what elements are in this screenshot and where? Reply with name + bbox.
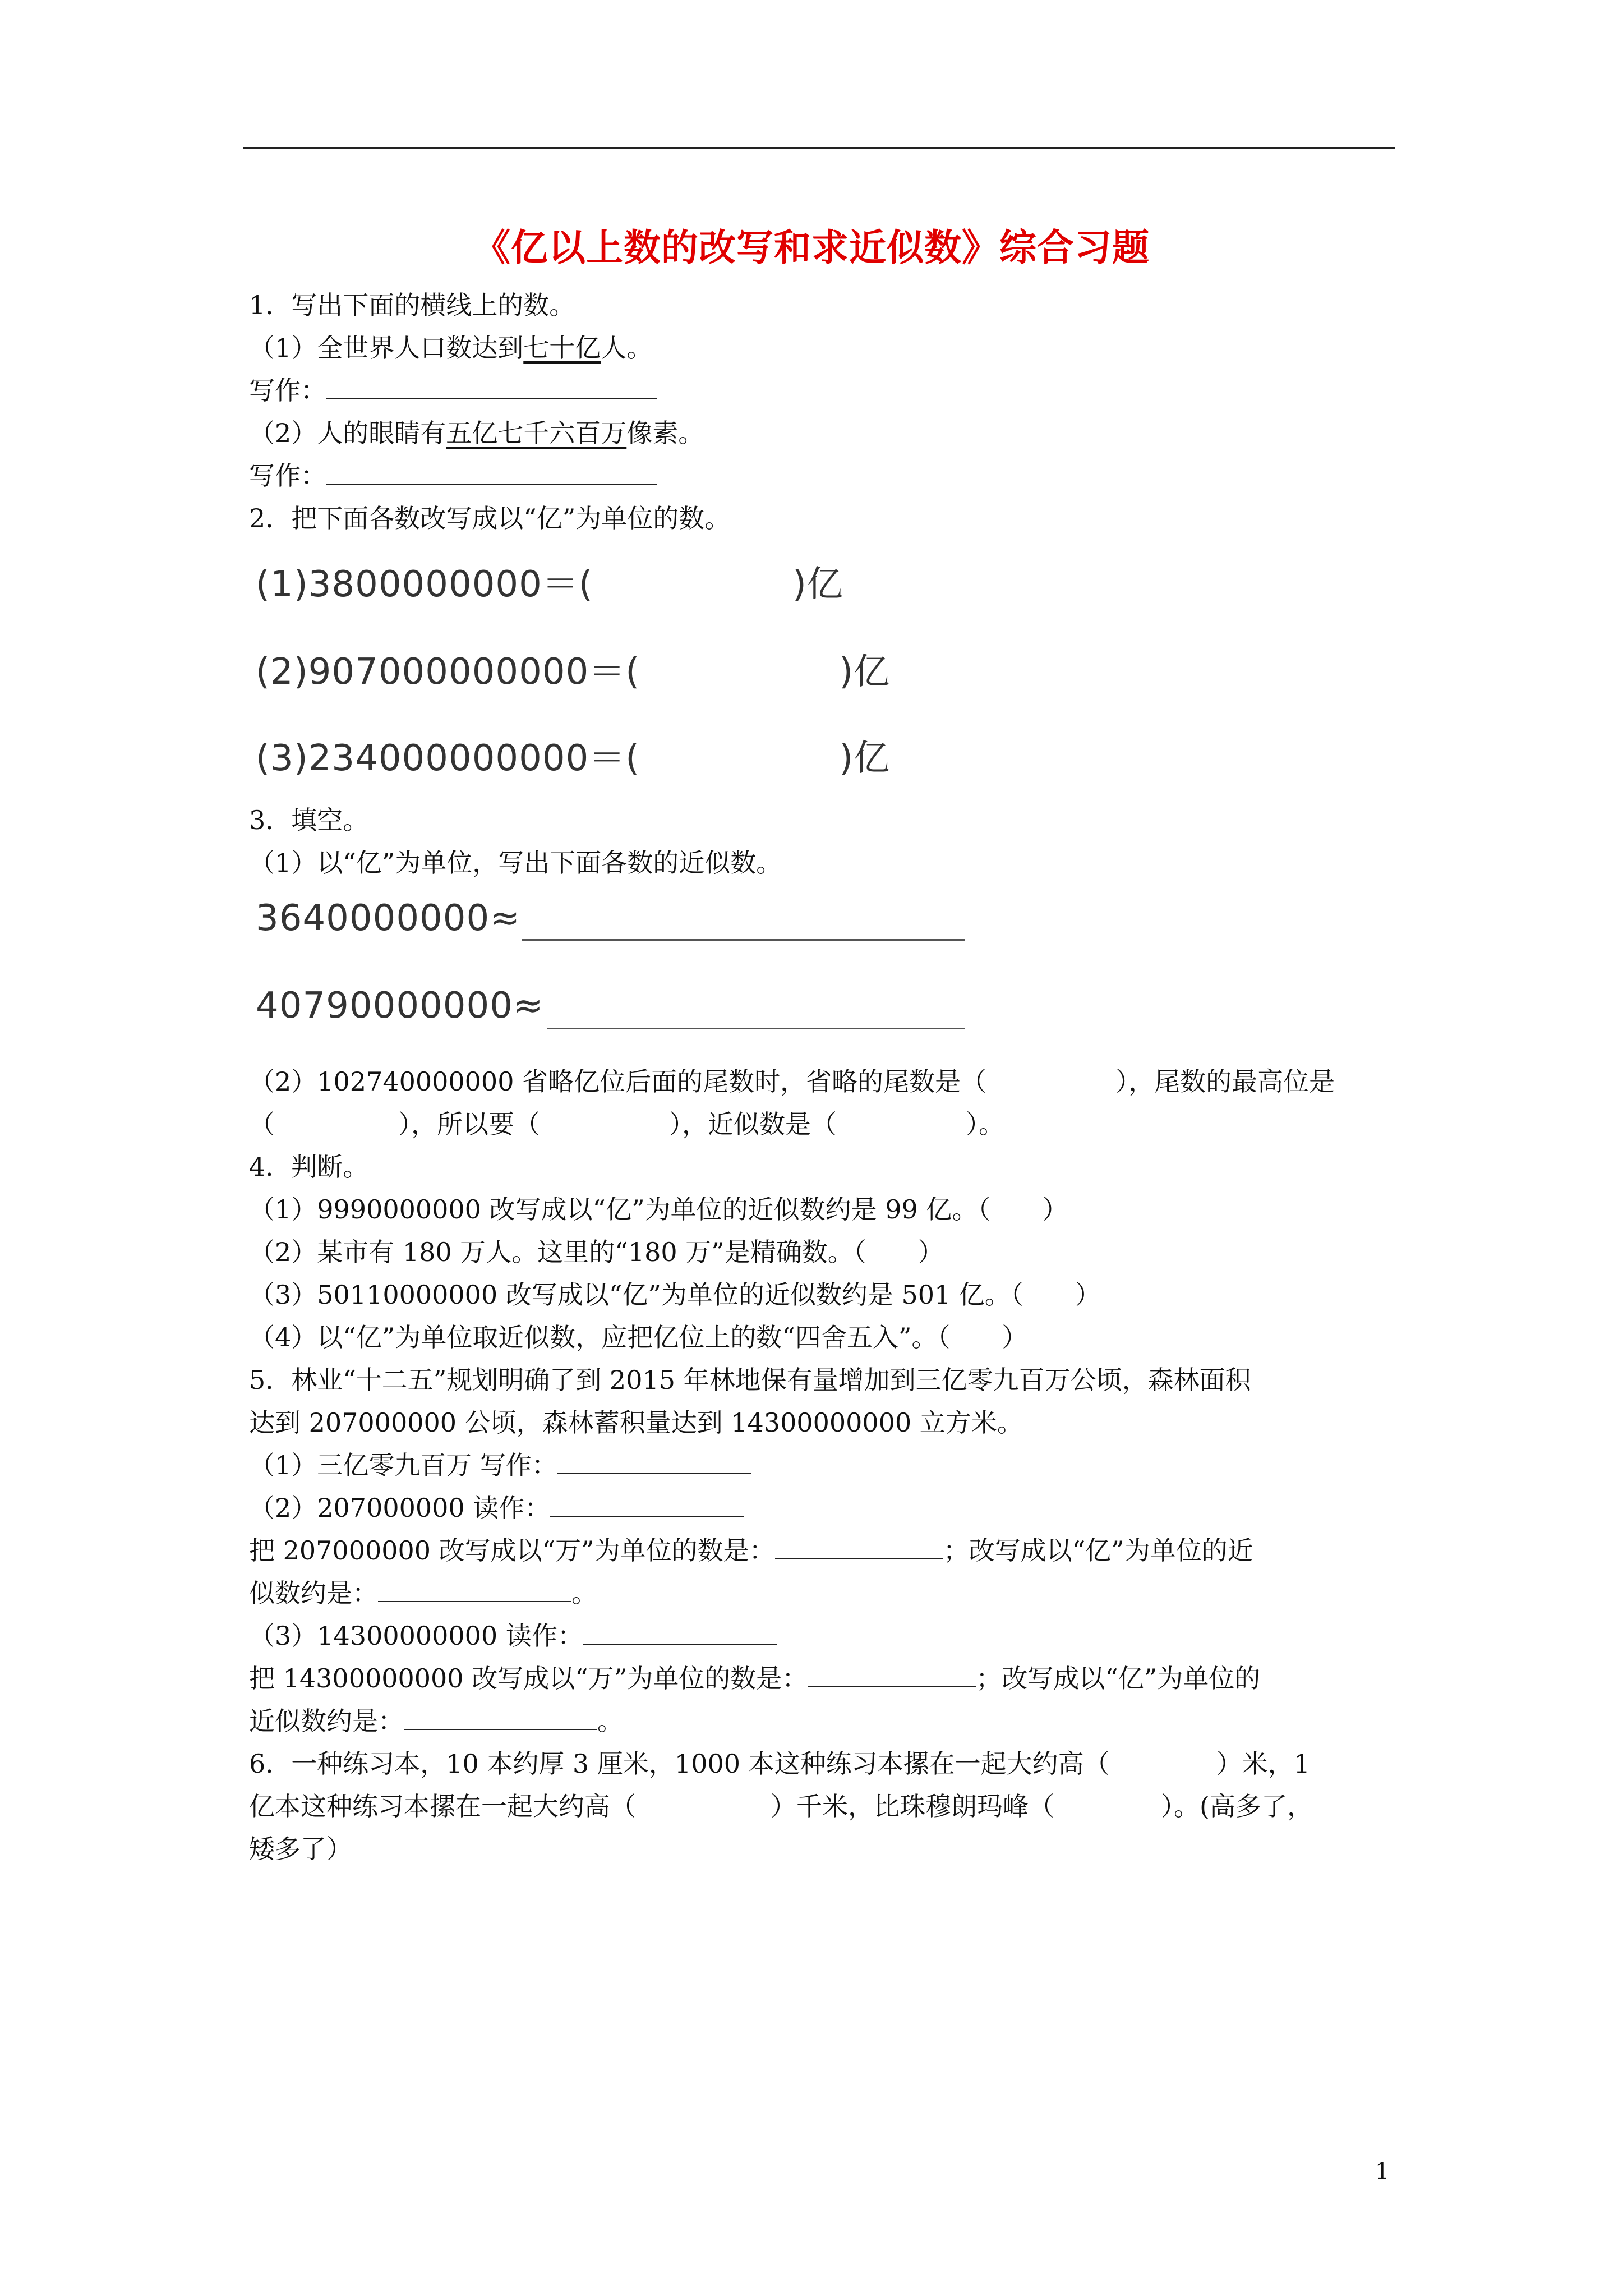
q5-sub1: （1）三亿零九百万 写作： [249,1448,751,1482]
answer-blank[interactable] [326,459,657,485]
page-title: 《亿以上数的改写和求近似数》综合习题 [473,226,1150,269]
q5-sub3-b: 近似数约是： 。 [249,1704,623,1738]
answer-blank[interactable] [404,1704,597,1730]
q4-item-4: （4）以“亿”为单位取近似数，应把亿位上的数“四舍五入”。（ ） [249,1322,1028,1352]
answer-blank[interactable] [550,1491,744,1517]
q3-heading: 3．填空。 [249,805,369,835]
q1-write2: 写作： [249,459,657,493]
q2-item-1: (1)3800000000＝( )亿 [256,564,843,605]
q4-item-3: （3）50110000000 改写成以“亿”为单位的近似数约是 501 亿。（ ） [249,1280,1101,1310]
answer-blank[interactable] [557,1448,751,1474]
answer-blank[interactable] [808,1662,976,1687]
q4-item-2: （2）某市有 180 万人。这里的“180 万”是精确数。（ ） [249,1237,944,1267]
q1-part2: （2）人的眼睛有五亿七千六百万像素。 [249,418,704,448]
answer-blank[interactable] [775,1534,943,1559]
q2-heading: 2．把下面各数改写成以“亿”为单位的数。 [249,503,731,533]
answer-blank[interactable] [378,1576,571,1602]
q6-line1: 6．一种练习本，10 本约厚 3 厘米，1000 本这种练习本摞在一起大约高（ ）米，1 [249,1749,1310,1779]
q3-part2-line2: （ ），所以要（ ），近似数是（ ）。 [249,1109,1004,1139]
q4-heading: 4．判断。 [249,1152,369,1182]
q3-part2-line1: （2）102740000000 省略亿位后面的尾数时，省略的尾数是（ ），尾数的最高位是 [249,1066,1335,1097]
header-rule [243,147,1395,149]
q1-heading: 1．写出下面的横线上的数。 [249,290,575,320]
q3-approx-1: 3640000000≈ [256,898,520,939]
q6-line3: 矮多了） [249,1834,352,1864]
q4-item-1: （1）9990000000 改写成以“亿”为单位的近似数约是 99 亿。（ ） [249,1194,1068,1225]
q3-part1: （1）以“亿”为单位，写出下面各数的近似数。 [249,848,782,878]
q5-line1: 5．林业“十二五”规划明确了到 2015 年林地保有量增加到三亿零九百万公顷，森林面积 [249,1365,1251,1395]
q3-approx-2: 40790000000≈ [256,985,544,1027]
q1-part1: （1）全世界人口数达到七十亿人。 [249,333,653,363]
q2-item-3: (3)234000000000＝( )亿 [256,738,891,779]
q1-write1: 写作： [249,374,657,407]
q5-sub2-b: 似数约是： 。 [249,1576,597,1610]
answer-line[interactable] [547,1028,965,1029]
answer-blank[interactable] [583,1619,777,1645]
q5-sub2: （2）207000000 读作： [249,1491,744,1525]
answer-line[interactable] [522,939,965,941]
page-number: 1 [1375,2159,1390,2184]
q5-sub3: （3）14300000000 读作： [249,1619,777,1653]
q6-line2: 亿本这种练习本摞在一起大约高（ ）千米，比珠穆朗玛峰（ ）。(高多了， [249,1791,1313,1821]
q5-sub2-a: 把 207000000 改写成以“万”为单位的数是： ；改写成以“亿”为单位的近 [249,1534,1253,1567]
answer-blank[interactable] [326,374,657,399]
q2-item-2: (2)907000000000＝( )亿 [256,651,891,693]
q5-line2: 达到 207000000 公顷，森林蓄积量达到 14300000000 立方米。 [249,1407,1023,1438]
q5-sub3-a: 把 14300000000 改写成以“万”为单位的数是： ；改写成以“亿”为单位的 [249,1662,1260,1695]
